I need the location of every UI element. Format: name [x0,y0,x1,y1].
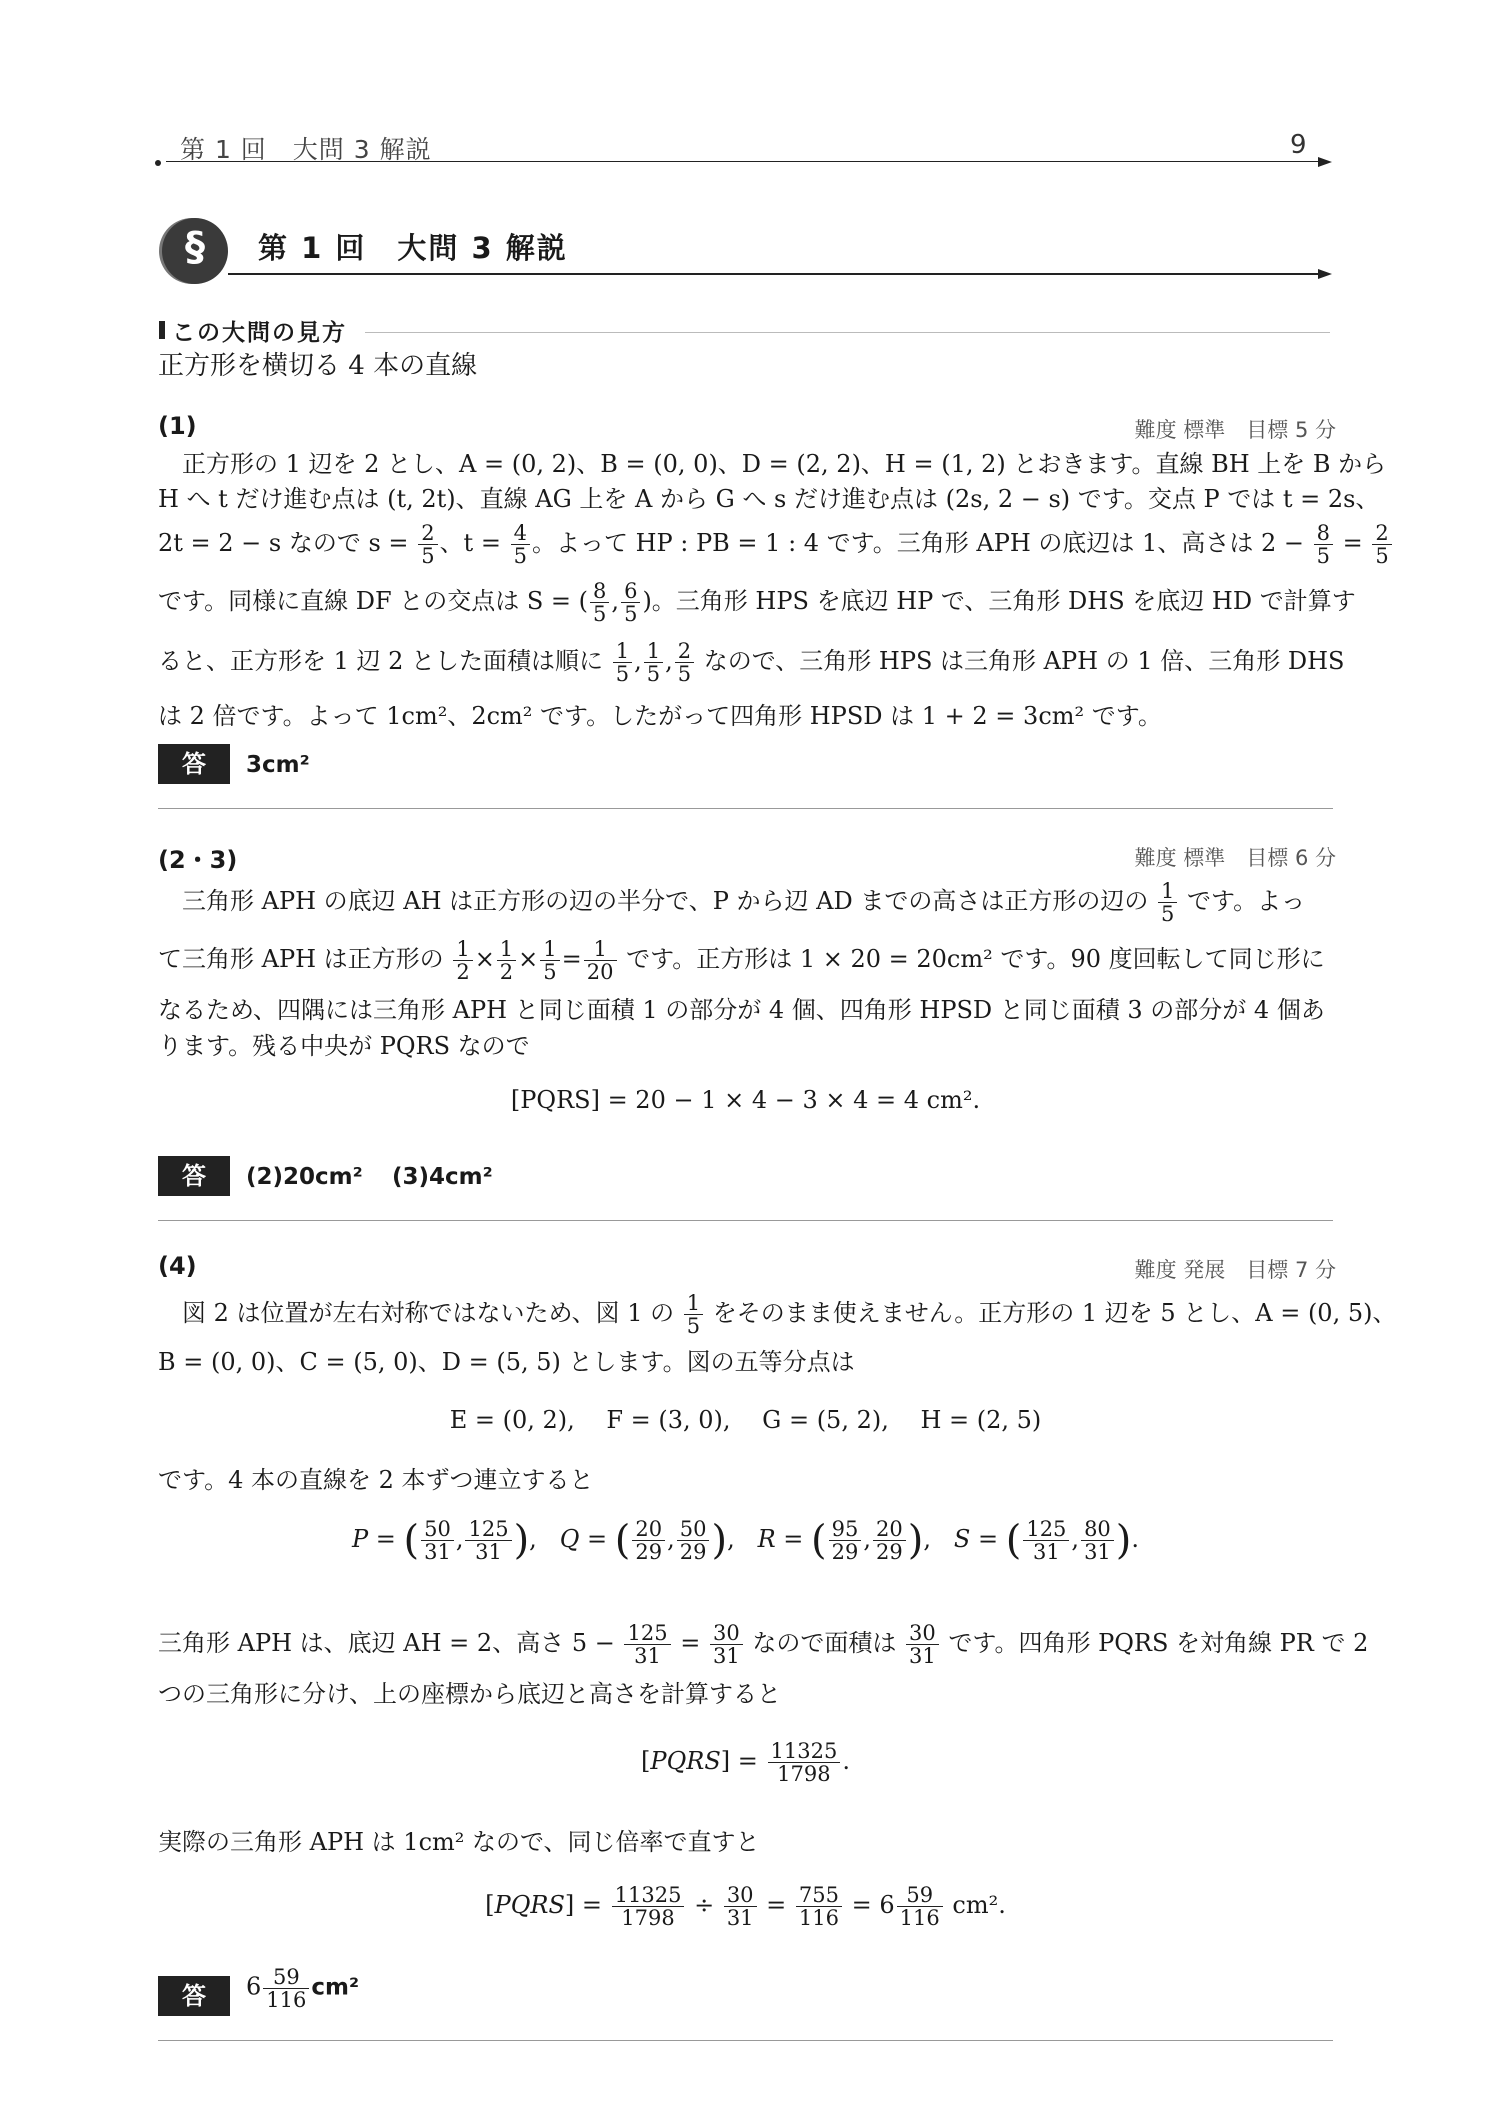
part4-meta: 難度 発展 目標 7 分 [1134,1258,1336,1282]
part4-eq-area: [PQRS] = $\frac{11325}{1798}$ . [641,1739,850,1786]
part4-eq-intersections: P = ( $\frac{50}{31}$ , $\frac{125}{31}$ ), Q = ( $\frac{20}{29}$ , $\frac{50}{29}$ ), R = ( $\frac{95}{29}$ , $\frac{20}{29}$ ), S = ( $\frac{125}{31}$ , $\frac{80}{31}$ ). [351,1517,1140,1564]
page-number: 9 [1290,130,1307,160]
part1-line1: 正方形の 1 辺を 2 とし、A = (0, 2)、B = (0, 0)、D = (2, 2)、H = (1, 2) とおきます。直線 BH 上を B から [182,450,1387,478]
separator-3 [158,2040,1333,2041]
subhead-marker [159,321,165,339]
part23-meta: 難度 標準 目標 6 分 [1134,846,1336,870]
part1-line6: は 2 倍です。よって 1cm²、2cm² です。したがって四角形 HPSD は 1 + 2 = 3cm² です。 [158,702,1162,730]
overview-text: 正方形を横切る 4 本の直線 [158,351,478,381]
running-title: 第 1 回 大問 3 解説 [180,135,432,164]
part23-line3: なるため、四隅には三角形 APH と同じ面積 1 の部分が 4 個、四角形 HPSD と同じ面積 3 の部分が 4 個あ [158,996,1325,1024]
section-arrow-icon [1318,269,1332,279]
overview-heading: この大問の見方 [172,320,347,346]
part4-line2: B = (0, 0)、C = (5, 0)、D = (5, 5) とします。図の五等分点は [158,1348,855,1376]
section-logo-icon: § [162,218,228,284]
part1-line3: 2t = 2 − s なので s = $\frac{2}{5}$ 、t = $\frac{4}{5}$ 。よって HP : PB = 1 : 4 です。三角形 APH の底辺は 1、高さは 2 − $\frac{8}{5}$ = $\frac{2}{5}$ [158,522,1394,567]
part23-line4: ります。残る中央が PQRS なので [158,1032,530,1060]
part23-line1: 三角形 APH の底辺 AH は正方形の辺の半分で、P から辺 AD までの高さは正方形の辺の $\frac{1}{5}$ です。よっ [182,879,1306,926]
part4-eq-final: [PQRS] = $\frac{11325}{1798}$ ÷ $\frac{30}{31}$ = $\frac{755}{116}$ = 6 $\frac{59}{116}$ cm². [485,1883,1006,1930]
part3-answer: (3)4cm² [392,1164,493,1190]
part4-line1: 図 2 は位置が左右対称ではないため、図 1 の $\frac{1}{5}$ をそのまま使えません。正方形の 1 辺を 5 とし、A = (0, 5)、 [182,1291,1397,1338]
part4-line5: つの三角形に分け、上の座標から底辺と高さを計算すると [158,1680,782,1708]
part4-answer: 6 $\frac{59}{116}$ cm² [246,1965,360,2012]
header-rule [166,161,1318,162]
part23-answer-label: 答 [158,1156,230,1196]
part4-label: (4) [158,1252,197,1280]
section-title: 第 1 回 大問 3 解説 [258,231,568,265]
overview-rule [365,332,1330,333]
part23-line2: て三角形 APH は正方形の $\frac{1}{2}$ × $\frac{1}{2}$ × $\frac{1}{5}$ = $\frac{1}{20}$ です。正方形は 1 × 20 = 20cm² です。90 度回転して同じ形に [158,937,1325,984]
part1-line4: です。同様に直線 DF との交点は S = ( $\frac{8}{5}$ , $\frac{6}{5}$ )。三角形 HPS を底辺 HP で、三角形 DHS を底辺 HD で計算す [158,579,1356,626]
header-arrow-icon [1318,157,1332,167]
part2-answer: (2)20cm² [246,1164,363,1190]
part1-answer: 3cm² [246,752,310,778]
part4-line4: 三角形 APH は、底辺 AH = 2、高さ 5 − $\frac{125}{31}$ = $\frac{30}{31}$ なので面積は $\frac{30}{31}$ です。四角形 PQRS を対角線 PR で 2 [158,1621,1369,1668]
part1-label: (1) [158,412,197,440]
part1-meta: 難度 標準 目標 5 分 [1134,418,1336,442]
separator-2 [158,1220,1333,1221]
part4-answer-label: 答 [158,1976,230,2016]
part4-eq-points: E = (0, 2), F = (3, 0), G = (5, 2), H = (2, 5) [449,1406,1042,1434]
part23-label: (2・3) [158,846,238,874]
separator-1 [158,808,1333,809]
section-rule [228,273,1318,275]
header-bullet [155,160,161,166]
part4-line3: です。4 本の直線を 2 本ずつ連立すると [158,1466,594,1494]
part23-equation: [PQRS] = 20 − 1 × 4 − 3 × 4 = 4 cm². [510,1086,981,1114]
part1-line2: H へ t だけ進む点は (t, 2t)、直線 AG 上を A から G へ s だけ進む点は (2s, 2 − s) です。交点 P では t = 2s、 [158,485,1380,513]
part1-line5: ると、正方形を 1 辺 2 とした面積は順に $\frac{1}{5}$ , $\frac{1}{5}$ , $\frac{2}{5}$ なので、三角形 HPS は三角形 APH の 1 倍、三角形 DHS [158,639,1345,686]
part4-line6: 実際の三角形 APH は 1cm² なので、同じ倍率で直すと [158,1828,760,1856]
part1-answer-label: 答 [158,744,230,784]
